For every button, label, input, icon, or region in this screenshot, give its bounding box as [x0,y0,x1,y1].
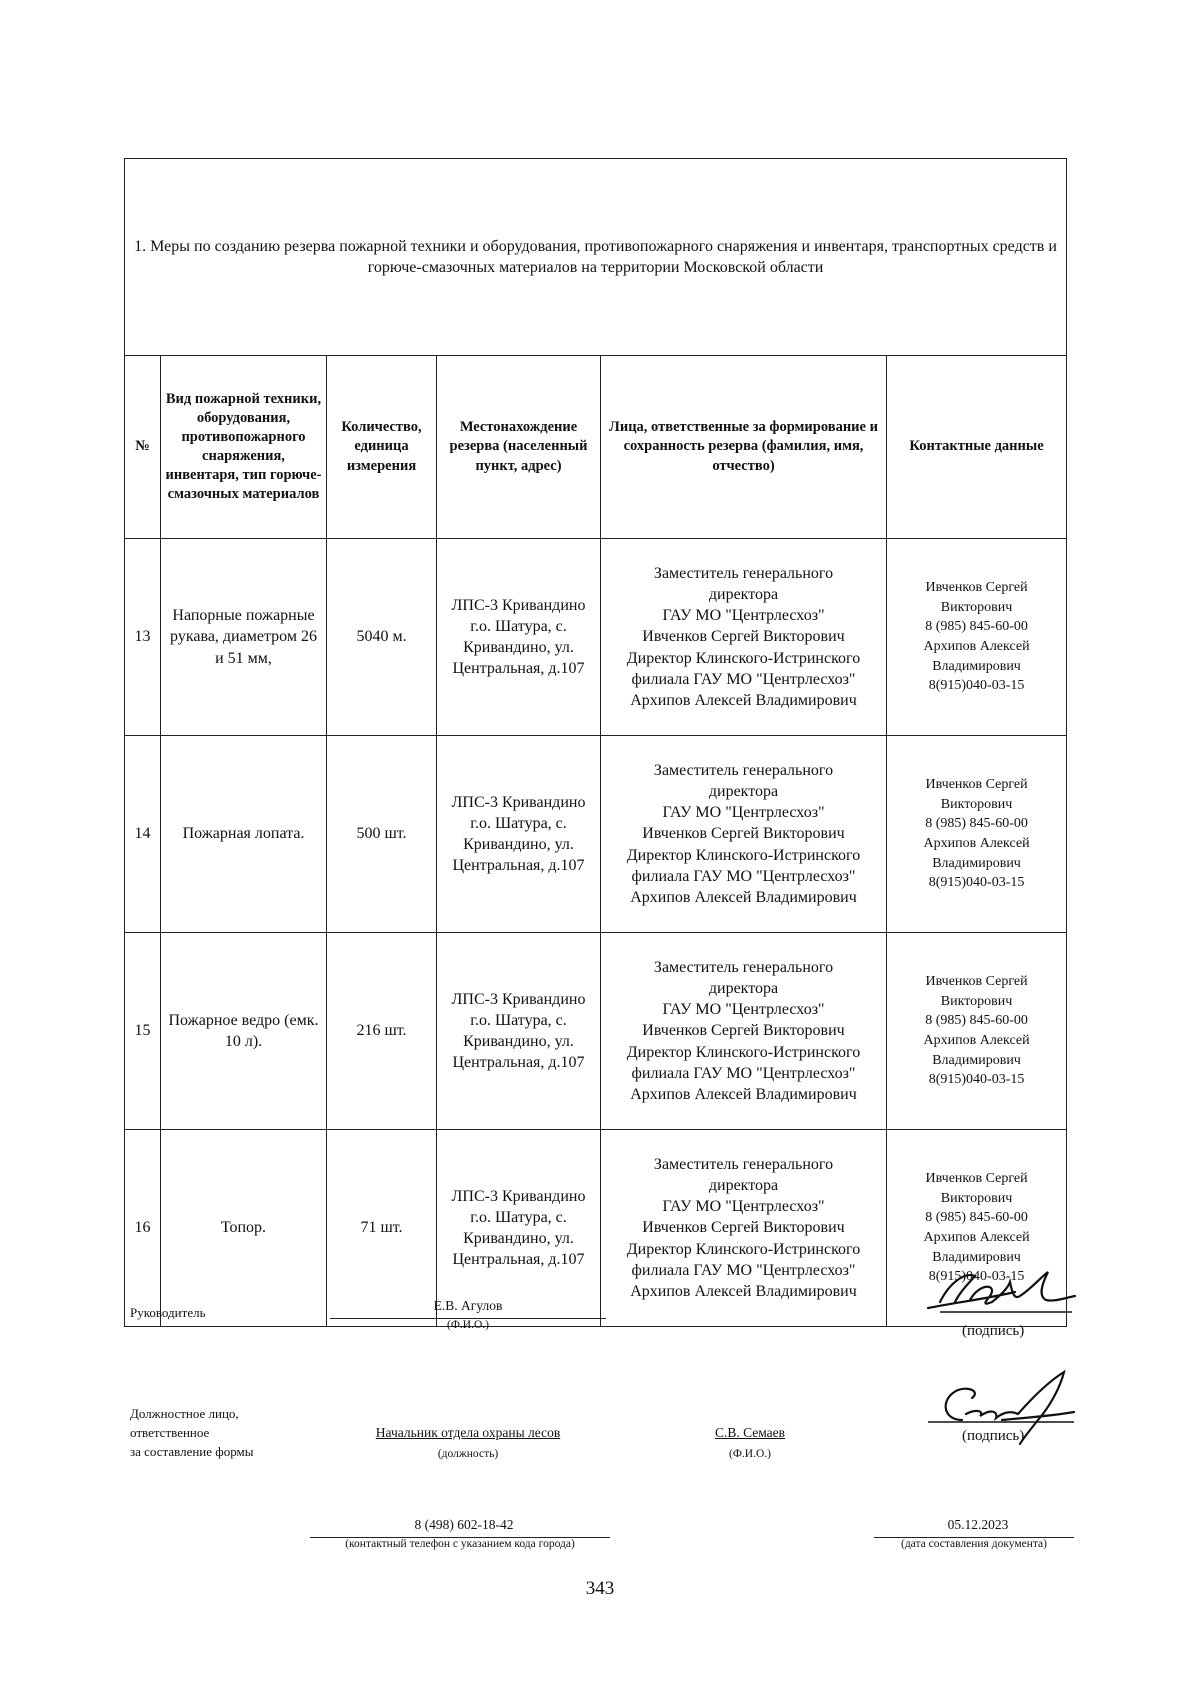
head-name: Е.В. Агулов [433,1298,503,1313]
table-row [125,736,1067,933]
responsible-line: директора [708,586,779,604]
row-type: Топор. [161,1130,327,1327]
row-num: 13 [125,539,161,736]
row-contacts [887,933,1067,1130]
responsible-line: ГАУ МО "Центрлесхоз" [662,607,825,625]
phone-caption: (контактный телефон с указанием кода города) [310,1537,610,1550]
contact-line: Архипов Алексей [923,1230,1030,1245]
header-contacts: Контактные данные [887,356,1067,539]
row-quantity: 500 шт. [327,736,437,933]
date-caption: (дата составления документа) [874,1537,1074,1550]
header-quantity: Количество, единица измерения [327,356,437,539]
responsible-line: директора [708,783,779,801]
row-type: Напорные пожарные рукава, диаметром 26 и 51 мм, [161,539,327,736]
head-signature-caption: (подпись) [962,1323,1025,1339]
responsible-line: Заместитель генерального [653,762,834,780]
official-position: Начальник отдела охраны лесов [375,1425,561,1440]
header-responsible: Лица, ответственные за формирование и сохранность резерва (фамилия, имя, отчество) [601,356,887,539]
contact-line: Викторович [940,993,1013,1009]
row-contacts [887,539,1067,736]
phone-number: 8 (498) 602-18-42 [414,1517,514,1532]
table-row [125,933,1067,1130]
row-num: 14 [125,736,161,933]
head-name-caption: (Ф.И.О.) [330,1318,606,1331]
responsible-line: Ивченков Сергей Викторович [642,1219,845,1237]
row-type: Пожарная лопата. [161,736,327,933]
row-location: ЛПС-3 Кривандино г.о. Шатура, с. Кривандино, ул. Центральная, д.107 [437,539,601,736]
row-location: ЛПС-3 Кривандино г.о. Шатура, с. Кривандино, ул. Центральная, д.107 [437,736,601,933]
contact-line: Владимирович [932,1052,1021,1068]
responsible-line: Директор Клинского-Истринского [626,846,861,864]
document-date: 05.12.2023 [947,1517,1009,1532]
contact-line: Владимирович [932,1249,1021,1265]
contact-line: 8(915)040-03-15 [928,1072,1025,1088]
responsible-line: филиала ГАУ МО "Центрлесхоз" [631,1064,856,1082]
header-location: Местонахождение резерва (населенный пункт, адрес) [437,356,601,539]
contact-line: Архипов Алексей [923,1033,1030,1048]
responsible-line: Заместитель генерального [653,1156,834,1174]
official-signature-caption: (подпись) [962,1428,1025,1444]
official-name: С.В. Семаев [714,1425,786,1440]
row-responsible [601,1130,887,1327]
contact-line: 8 (985) 845-60-00 [925,619,1028,635]
official-position-caption: (должность) [437,1448,499,1460]
row-quantity: 5040 м. [327,539,437,736]
responsible-line: Заместитель генерального [653,565,834,583]
row-num: 15 [125,933,161,1130]
contact-line: 8(915)040-03-15 [928,678,1025,694]
page-number: 343 [585,1578,615,1599]
table-caption: 1. Меры по созданию резерва пожарной техники и оборудования, противопожарного снаряжения и инвентаря, транспортных средств и горюче-смазочных материалов на территории Московской области [125,159,1067,356]
head-label: Руководитель [130,1305,206,1320]
responsible-line: Архипов Алексей Владимирович [630,888,857,906]
official-label [130,1405,253,1462]
contact-line: Викторович [940,1190,1013,1206]
responsible-line: ГАУ МО "Центрлесхоз" [662,804,825,822]
contact-line: Владимирович [932,658,1021,674]
header-type: Вид пожарной техники, оборудования, противопожарного снаряжения, инвентаря, тип горюче-смазочных материалов [161,356,327,539]
contact-line: Владимирович [932,855,1021,871]
responsible-line: директора [708,1177,779,1195]
contact-line: 8 (985) 845-60-00 [925,1210,1028,1226]
contact-line: 8 (985) 845-60-00 [925,816,1028,832]
row-num: 16 [125,1130,161,1327]
responsible-line: ГАУ МО "Центрлесхоз" [662,1001,825,1019]
responsible-line: Директор Клинского-Истринского [626,1240,861,1258]
row-location: ЛПС-3 Кривандино г.о. Шатура, с. Кривандино, ул. Центральная, д.107 [437,933,601,1130]
contact-line: 8(915)040-03-15 [928,875,1025,891]
row-location: ЛПС-3 Кривандино г.о. Шатура, с. Кривандино, ул. Центральная, д.107 [437,1130,601,1327]
row-responsible [601,933,887,1130]
responsible-line: Ивченков Сергей Викторович [642,1022,845,1040]
contact-line: Ивченков Сергей [925,580,1028,596]
table-row [125,539,1067,736]
responsible-line: филиала ГАУ МО "Центрлесхоз" [631,867,856,885]
contact-line: Архипов Алексей [923,836,1030,851]
contact-line: Викторович [940,796,1013,812]
table-header-row [125,356,1067,539]
responsible-line: Директор Клинского-Истринского [626,649,861,667]
header-num: № [125,356,161,539]
official-label-line: Должностное лицо, [130,1406,239,1421]
contact-line: Ивченков Сергей [925,777,1028,793]
contact-line: Ивченков Сергей [925,974,1028,990]
official-label-line: за составление формы [130,1443,254,1459]
row-quantity: 71 шт. [327,1130,437,1327]
contact-line: Ивченков Сергей [925,1171,1028,1187]
row-contacts [887,736,1067,933]
row-type: Пожарное ведро (емк. 10 л). [161,933,327,1130]
contact-line: Архипов Алексей [923,639,1030,654]
official-name-caption: (Ф.И.О.) [729,1448,771,1460]
row-quantity: 216 шт. [327,933,437,1130]
row-responsible [601,736,887,933]
official-label-line: ответственное [130,1424,210,1440]
responsible-line: Архипов Алексей Владимирович [630,691,857,709]
reserve-table [124,158,1067,1327]
responsible-line: ГАУ МО "Центрлесхоз" [662,1198,825,1216]
responsible-line: филиала ГАУ МО "Центрлесхоз" [631,670,856,688]
responsible-line: Заместитель генерального [653,959,834,977]
head-signature-image [920,1262,1080,1320]
responsible-line: Ивченков Сергей Викторович [642,628,845,646]
responsible-line: Ивченков Сергей Викторович [642,825,845,843]
responsible-line: Архипов Алексей Владимирович [630,1282,857,1300]
responsible-line: Директор Клинского-Истринского [626,1043,861,1061]
contact-line: 8 (985) 845-60-00 [925,1013,1028,1029]
responsible-line: филиала ГАУ МО "Центрлесхоз" [631,1261,856,1279]
contact-line: Викторович [940,599,1013,615]
row-responsible [601,539,887,736]
responsible-line: Архипов Алексей Владимирович [630,1085,857,1103]
responsible-line: директора [708,980,779,998]
contact-line: 8(915)040-03-15 [928,1269,1025,1285]
